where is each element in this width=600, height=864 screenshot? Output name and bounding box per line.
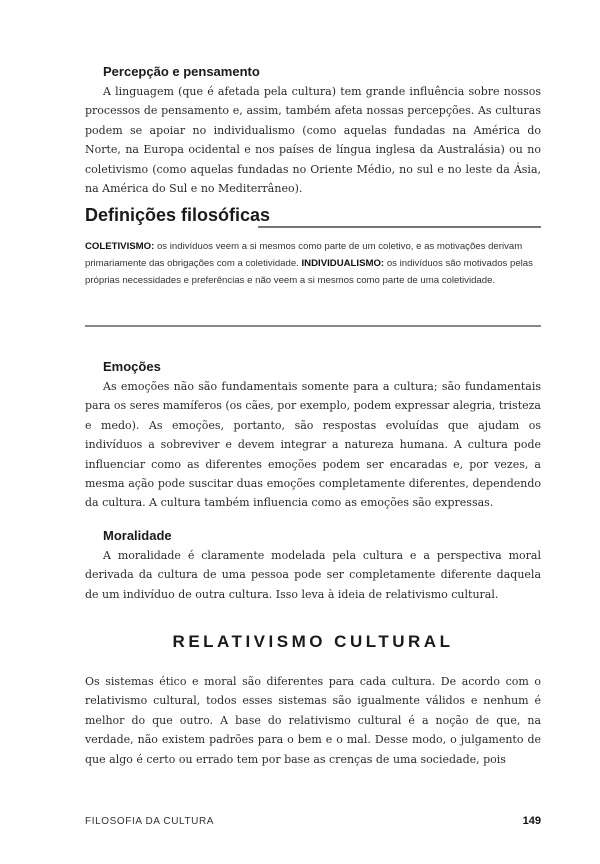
paragraph-percepcao: A linguagem (que é afetada pela cultura) tem grande influência sobre nossos processos de pensamento e, assim, também afeta nossas percepções. As culturas podem se apoiar no individualismo (como aquelas fundadas na América do Norte, na Europa ocidental e nos países de língua inglesa da Australásia) ou no coletivismo (como aquelas fundadas no Oriente Médio, no sul e no leste da Ásia, na América do Sul e no Mediterrâneo).	[85, 85, 541, 196]
heading-moralidade: Moralidade	[103, 528, 172, 543]
running-title: FILOSOFIA DA CULTURA	[85, 816, 215, 827]
paragraph-moralidade: A moralidade é claramente modelada pela cultura e a perspectiva moral derivada da cultura de uma pessoa pode ser completamente diferente daquela de um indivíduo de outra cultura. Isso leva à ideia de relativismo cultural.	[85, 549, 541, 601]
definition-individualismo: os indivíduos são motivados pelas próprias necessidades e preferências e não veem a si mesmos como parte de uma coletividade.	[85, 258, 533, 286]
paragraph-emocoes: As emoções não são fundamentais somente para a cultura; são fundamentais para os seres mamíferos (os cães, por exemplo, podem expressar alegria, tristeza e medo). As emoções, portanto, são respostas evoluídas que ajudam os indivíduos a sobreviver e devem integrar a natureza humana. A cultura pode influenciar como as diferentes emoções podem ser encaradas e, por vezes, a mesma ação pode suscitar duas emoções completamente diferentes, dependendo da cultura. A cultura também influencia como as emoções são expressas.	[85, 380, 541, 510]
definitions-title: Definições filosóficas	[85, 205, 271, 225]
paragraph-relativismo: Os sistemas ético e moral são diferentes para cada cultura. De acordo com o relativismo cultural, todos esses sistemas são igualmente válidos e nenhum é melhor do que outro. A base do relativismo cultural é a noção de que, na verdade, não existem padrões para o bem e o mal. Desse modo, o julgamento de que algo é certo ou errado tem por base as crenças de uma sociedade, pois	[85, 675, 541, 766]
heading-emocoes: Emoções	[103, 359, 161, 374]
term-coletivismo: COLETIVISMO:	[85, 241, 155, 252]
page-number: 149	[522, 815, 541, 827]
term-individualismo: INDIVIDUALISMO:	[301, 258, 385, 269]
section-title-relativismo: RELATIVISMO CULTURAL	[172, 632, 454, 651]
heading-percepcao: Percepção e pensamento	[103, 64, 260, 79]
definition-coletivismo: os indivíduos veem a si mesmos como parte de um coletivo, e as motivações derivam primariamente das obrigações com a coletividade.	[85, 241, 523, 269]
definitions-bottom-rule	[85, 325, 541, 327]
definitions-top-rule	[258, 226, 541, 228]
definitions-text	[85, 238, 541, 289]
